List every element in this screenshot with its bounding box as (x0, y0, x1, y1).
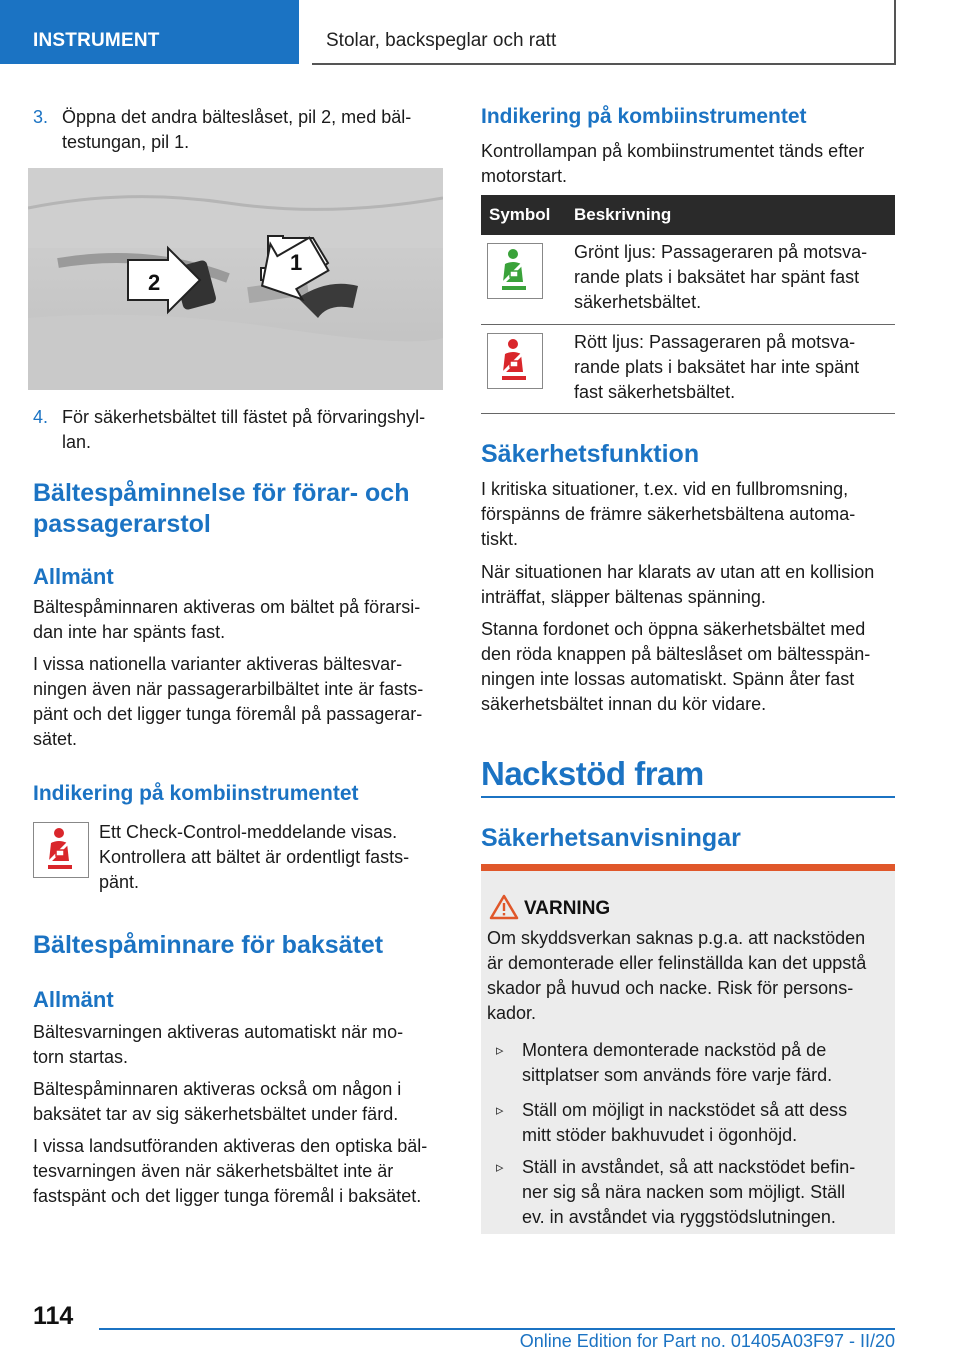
step-4-number: 4. (33, 407, 49, 427)
text-line: fastspänt och det ligger tunga föremål i baksätet. (33, 1186, 422, 1206)
paragraph-reminder-rear (33, 1077, 401, 1127)
warning-bullet-3 (522, 1155, 855, 1230)
heading-line: passagerarstol (33, 510, 211, 538)
table-row (481, 235, 895, 325)
text-line: Bältespåminnaren aktiveras om bältet på förarsi- (33, 597, 421, 617)
red-seatbelt-icon (487, 333, 543, 389)
indicator-intro (481, 139, 864, 189)
text-line: Kontrollera att bältet är ordentligt fasts- (99, 847, 410, 867)
text-line: ningen inte lossas automatiskt. Spänn åter fast (481, 669, 855, 689)
row-description (574, 330, 894, 405)
text-line: sätet. (33, 729, 78, 749)
text-line: Ställ om möjligt in nackstödet så att dess (522, 1100, 848, 1120)
text-line: torn startas. (33, 1047, 129, 1067)
text-line: pänt och det ligger tunga föremål på passagerar- (33, 704, 423, 724)
photo-label-2: 2 (148, 270, 161, 295)
text-line: Stanna fordonet och öppna säkerhetsbältet med (481, 619, 866, 639)
red-seatbelt-icon (33, 822, 89, 878)
symbol-table-header (481, 195, 895, 235)
heading-line: Bältespåminnelse för förar- och (33, 479, 410, 507)
text-line: Grönt ljus: Passageraren på motsva- (574, 242, 868, 262)
text-line: Ställ in avståndet, så att nackstödet befin- (522, 1157, 856, 1177)
footer-rule (99, 1328, 895, 1330)
bullet-marker: ▹ (496, 1102, 504, 1119)
warning-body (487, 926, 891, 1026)
text-line: Bältespåminnaren aktiveras också om någon i (33, 1079, 402, 1099)
bullet-marker: ▹ (496, 1159, 504, 1176)
text-line: säkerhetsbältet innan du kör vidare. (481, 694, 767, 714)
text-line: dan inte har spänts fast. (33, 622, 226, 642)
indicator-description (99, 820, 409, 895)
heading-rule (481, 796, 895, 798)
step-3-line: Öppna det andra bälteslåset, pil 2, med bäl- (62, 107, 412, 127)
subheading-general-2: Allmänt (33, 987, 114, 1012)
subheading-general-1: Allmänt (33, 564, 114, 589)
text-line: Kontrollampan på kombiinstrumentet tänds efter (481, 141, 865, 161)
text-line: är demonterade eller felinställda kan det uppstå (487, 953, 867, 973)
chapter-title: Stolar, backspeglar och ratt (326, 30, 557, 51)
text-line: Montera demonterade nackstöd på de (522, 1040, 827, 1060)
paragraph-release (481, 560, 874, 610)
bullet-marker: ▹ (496, 1042, 504, 1059)
text-line: I vissa landsutföranden aktiveras den optiska bäl- (33, 1136, 428, 1156)
step-3-text (62, 105, 411, 155)
text-line: den röda knappen på bälteslåset om bältesspän- (481, 644, 871, 664)
step-4-line: För säkerhetsbältet till fästet på förvaringshyl- (62, 407, 426, 427)
paragraph-stop-vehicle (481, 617, 870, 717)
heading-belt-reminder-front (33, 478, 409, 540)
paragraph-reminder-activation (33, 595, 420, 645)
text-line: fast säkerhetsbältet. (574, 382, 736, 402)
text-line: Om skyddsverkan saknas p.g.a. att nackstöden (487, 928, 866, 948)
text-line: I kritiska situationer, t.ex. vid en fullbromsning, (481, 479, 849, 499)
text-line: I vissa nationella varianter aktiveras bältesvar- (33, 654, 403, 674)
text-line: tiskt. (481, 529, 519, 549)
text-line: Ett Check-Control-meddelande visas. (99, 822, 398, 842)
heading-headrest-front: Nackstöd fram (481, 755, 704, 792)
page-number: 114 (33, 1302, 74, 1330)
heading-belt-reminder-rear: Bältespåminnare för baksätet (33, 931, 384, 959)
table-row (481, 325, 895, 414)
text-line: ningen även när passagerarbilbältet inte är fasts- (33, 679, 424, 699)
step-4-text (62, 405, 425, 455)
paragraph-warning-engine-start (33, 1020, 403, 1070)
column-description: Beskrivning (574, 205, 672, 224)
green-seatbelt-icon (487, 243, 543, 299)
text-line: tesvarningen även när säkerhetsbältet inte är (33, 1161, 394, 1181)
chapter-tab (312, 0, 896, 65)
text-line: ev. in avståndet via ryggstödslutningen. (522, 1207, 836, 1227)
step-4-line: lan. (62, 432, 92, 452)
warning-bullet-1 (522, 1038, 832, 1088)
text-line: säkerhetsbältet. (574, 292, 702, 312)
step-3-number: 3. (33, 107, 49, 127)
text-line: kador. (487, 1003, 537, 1023)
paragraph-optical-warning (33, 1134, 427, 1209)
section-tab (0, 0, 299, 64)
text-line: inträffat, släpper bältenas spänning. (481, 587, 766, 607)
warning-box (481, 864, 895, 1234)
photo-label-1: 1 (290, 250, 303, 275)
warning-title: VARNING (524, 898, 611, 919)
edition-text: Online Edition for Part no. 01405A03F97 - II/20 (519, 1331, 895, 1351)
warning-bullet-2 (522, 1098, 847, 1148)
text-line: När situationen har klarats av utan att en kollision (481, 562, 875, 582)
text-line: pänt. (99, 872, 140, 892)
text-line: baksätet tar av sig säkerhetsbältet under färd. (33, 1104, 399, 1124)
subheading-indicator-right: Indikering på kombiinstrumentet (481, 105, 807, 128)
subheading-indicator-left: Indikering på kombiinstrumentet (33, 782, 359, 805)
seatbelt-buckle-photo (28, 168, 443, 390)
text-line: sittplatser som används före varje färd. (522, 1065, 833, 1085)
text-line: förspänns de främre säkerhetsbältena automa- (481, 504, 856, 524)
paragraph-national-variants (33, 652, 423, 752)
column-symbol: Symbol (489, 205, 551, 224)
text-line: rande plats i baksätet har spänt fast (574, 267, 860, 287)
section-title: INSTRUMENT (33, 30, 160, 51)
heading-safety-instructions: Säkerhetsanvisningar (481, 824, 741, 852)
text-line: Bältesvarningen aktiveras automatiskt när mo- (33, 1022, 404, 1042)
text-line: mitt stöder bakhuvudet i ögonhöjd. (522, 1125, 798, 1145)
paragraph-pretension (481, 477, 855, 552)
text-line: ner sig så nära nacken som möjligt. Ställ (522, 1182, 846, 1202)
heading-safety-function: Säkerhetsfunktion (481, 440, 700, 468)
row-description (574, 240, 894, 315)
text-line: Rött ljus: Passageraren på motsva- (574, 332, 856, 352)
text-line: rande plats i baksätet har inte spänt (574, 357, 860, 377)
text-line: motorstart. (481, 166, 568, 186)
text-line: skador på huvud och nacke. Risk för persons- (487, 978, 854, 998)
warning-triangle-icon (489, 894, 519, 920)
step-3-line: testungan, pil 1. (62, 132, 190, 152)
